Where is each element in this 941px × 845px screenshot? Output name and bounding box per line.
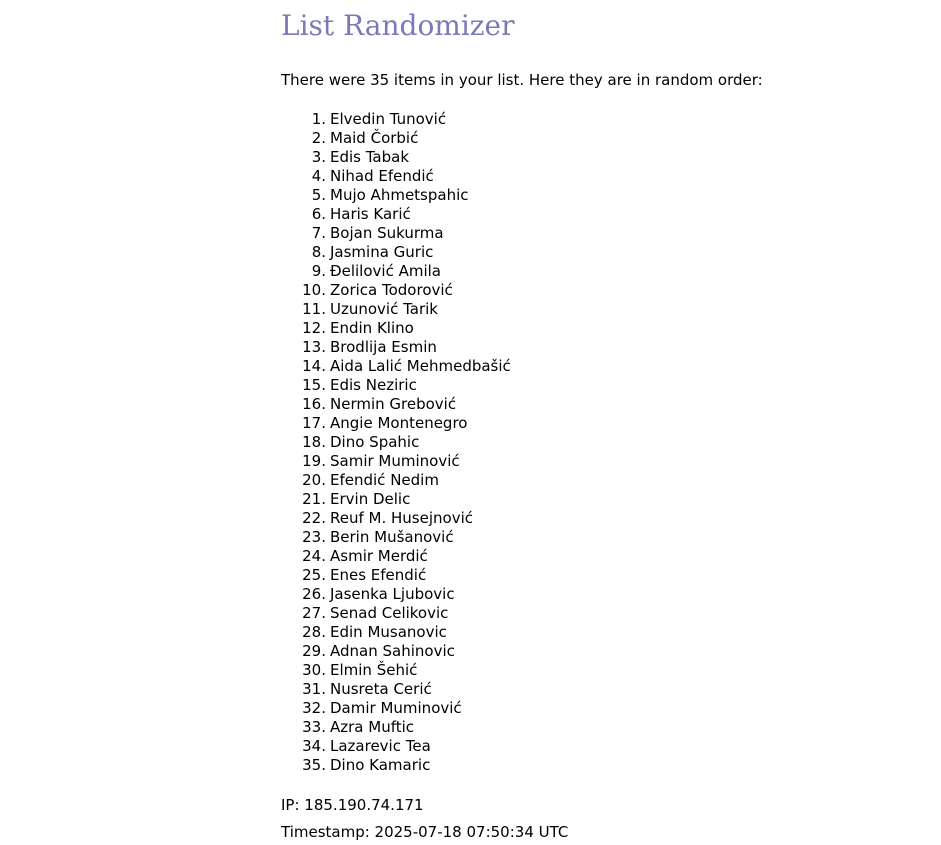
list-item-number: 8.: [311, 243, 326, 261]
list-item-label: Dino Spahic: [330, 433, 420, 451]
list-item-label: Azra Muftic: [330, 718, 415, 736]
list-item: [281, 452, 511, 471]
list-item-label: Dino Kamaric: [330, 756, 431, 774]
list-item-number: 34.: [302, 737, 326, 755]
list-item: [281, 110, 511, 129]
list-item-label: Asmir Merdić: [330, 547, 428, 565]
list-item-number: 27.: [302, 604, 326, 622]
list-item-number: 15.: [302, 376, 326, 394]
list-item-label: Enes Efendić: [330, 566, 427, 584]
list-item: [281, 490, 511, 509]
list-item-label: Brodlija Esmin: [330, 338, 437, 356]
list-item-label: Endin Klino: [330, 319, 414, 337]
list-item: [281, 414, 511, 433]
list-item-number: 10.: [302, 281, 326, 299]
list-item: [281, 224, 511, 243]
list-item: [281, 509, 511, 528]
list-item-number: 1.: [311, 110, 326, 128]
list-item-number: 33.: [302, 718, 326, 736]
list-item-label: Đelilović Amila: [330, 262, 441, 280]
list-item-number: 21.: [302, 490, 326, 508]
list-item-label: Uzunović Tarik: [330, 300, 438, 318]
list-item: [281, 376, 511, 395]
list-item-label: Nusreta Cerić: [330, 680, 432, 698]
ip-address: IP: 185.190.74.171: [281, 796, 424, 814]
list-item-label: Edis Neziric: [330, 376, 417, 394]
list-item: [281, 395, 511, 414]
list-item: [281, 300, 511, 319]
list-item: [281, 338, 511, 357]
list-item-number: 29.: [302, 642, 326, 660]
list-item-label: Aida Lalić Mehmedbašić: [330, 357, 511, 375]
list-item: [281, 262, 511, 281]
list-item-number: 2.: [311, 129, 326, 147]
list-item-number: 5.: [311, 186, 326, 204]
list-item-label: Edin Musanovic: [330, 623, 447, 641]
list-item: [281, 585, 511, 604]
list-item-number: 9.: [311, 262, 326, 280]
list-item-number: 32.: [302, 699, 326, 717]
list-item-number: 28.: [302, 623, 326, 641]
list-item: [281, 661, 511, 680]
list-item: [281, 319, 511, 338]
list-item: [281, 566, 511, 585]
list-item-label: Lazarevic Tea: [330, 737, 431, 755]
list-item: [281, 756, 511, 775]
list-item-label: Nermin Grebović: [330, 395, 457, 413]
list-item: [281, 718, 511, 737]
list-item: [281, 167, 511, 186]
list-item: [281, 680, 511, 699]
list-item-number: 19.: [302, 452, 326, 470]
list-item: [281, 281, 511, 300]
list-item: [281, 205, 511, 224]
list-item-label: Angie Montenegro: [330, 414, 468, 432]
list-item-label: Jasmina Guric: [330, 243, 434, 261]
list-item-number: 22.: [302, 509, 326, 527]
list-item-number: 17.: [302, 414, 326, 432]
timestamp: Timestamp: 2025-07-18 07:50:34 UTC: [281, 823, 569, 841]
list-item-label: Elmin Šehić: [330, 661, 418, 679]
list-item-number: 7.: [311, 224, 326, 242]
list-item-label: Bojan Sukurma: [330, 224, 444, 242]
list-item-number: 24.: [302, 547, 326, 565]
list-item-label: Elvedin Tunović: [330, 110, 447, 128]
list-item: [281, 737, 511, 756]
list-item-label: Edis Tabak: [330, 148, 410, 166]
list-item: [281, 129, 511, 148]
list-item-number: 3.: [311, 148, 326, 166]
list-item-number: 35.: [302, 756, 326, 774]
list-item-number: 18.: [302, 433, 326, 451]
list-item-label: Zorica Todorović: [330, 281, 453, 299]
page-title: List Randomizer: [281, 9, 515, 42]
list-item-label: Ervin Delic: [330, 490, 411, 508]
list-item-number: 25.: [302, 566, 326, 584]
list-item: [281, 186, 511, 205]
list-item: [281, 623, 511, 642]
list-item-number: 26.: [302, 585, 326, 603]
list-item: [281, 148, 511, 167]
list-item: [281, 243, 511, 262]
list-item-number: 12.: [302, 319, 326, 337]
list-item-number: 31.: [302, 680, 326, 698]
list-item-label: Efendić Nedim: [330, 471, 439, 489]
list-item-label: Damir Muminović: [330, 699, 462, 717]
list-item-label: Reuf M. Husejnović: [330, 509, 473, 527]
list-item-label: Samir Muminović: [330, 452, 460, 470]
list-item-label: Senad Celikovic: [330, 604, 449, 622]
randomized-list: [281, 110, 511, 775]
list-item-number: 16.: [302, 395, 326, 413]
list-item: [281, 642, 511, 661]
list-item: [281, 433, 511, 452]
list-item-label: Jasenka Ljubovic: [330, 585, 455, 603]
list-item-number: 23.: [302, 528, 326, 546]
list-item-label: Haris Karić: [330, 205, 411, 223]
list-item-number: 30.: [302, 661, 326, 679]
list-item-label: Maid Čorbić: [330, 129, 419, 147]
list-item-number: 14.: [302, 357, 326, 375]
list-item-label: Mujo Ahmetspahic: [330, 186, 469, 204]
list-item: [281, 547, 511, 566]
list-item-number: 13.: [302, 338, 326, 356]
list-item: [281, 357, 511, 376]
list-item: [281, 528, 511, 547]
list-item-number: 6.: [311, 205, 326, 223]
list-item-number: 11.: [302, 300, 326, 318]
list-item-number: 4.: [311, 167, 326, 185]
list-item: [281, 471, 511, 490]
list-item-label: Adnan Sahinovic: [330, 642, 455, 660]
list-item-number: 20.: [302, 471, 326, 489]
list-item-label: Nihad Efendić: [330, 167, 434, 185]
list-item: [281, 604, 511, 623]
intro-text: There were 35 items in your list. Here they are in random order:: [281, 71, 763, 89]
list-item: [281, 699, 511, 718]
list-item-label: Berin Mušanović: [330, 528, 454, 546]
